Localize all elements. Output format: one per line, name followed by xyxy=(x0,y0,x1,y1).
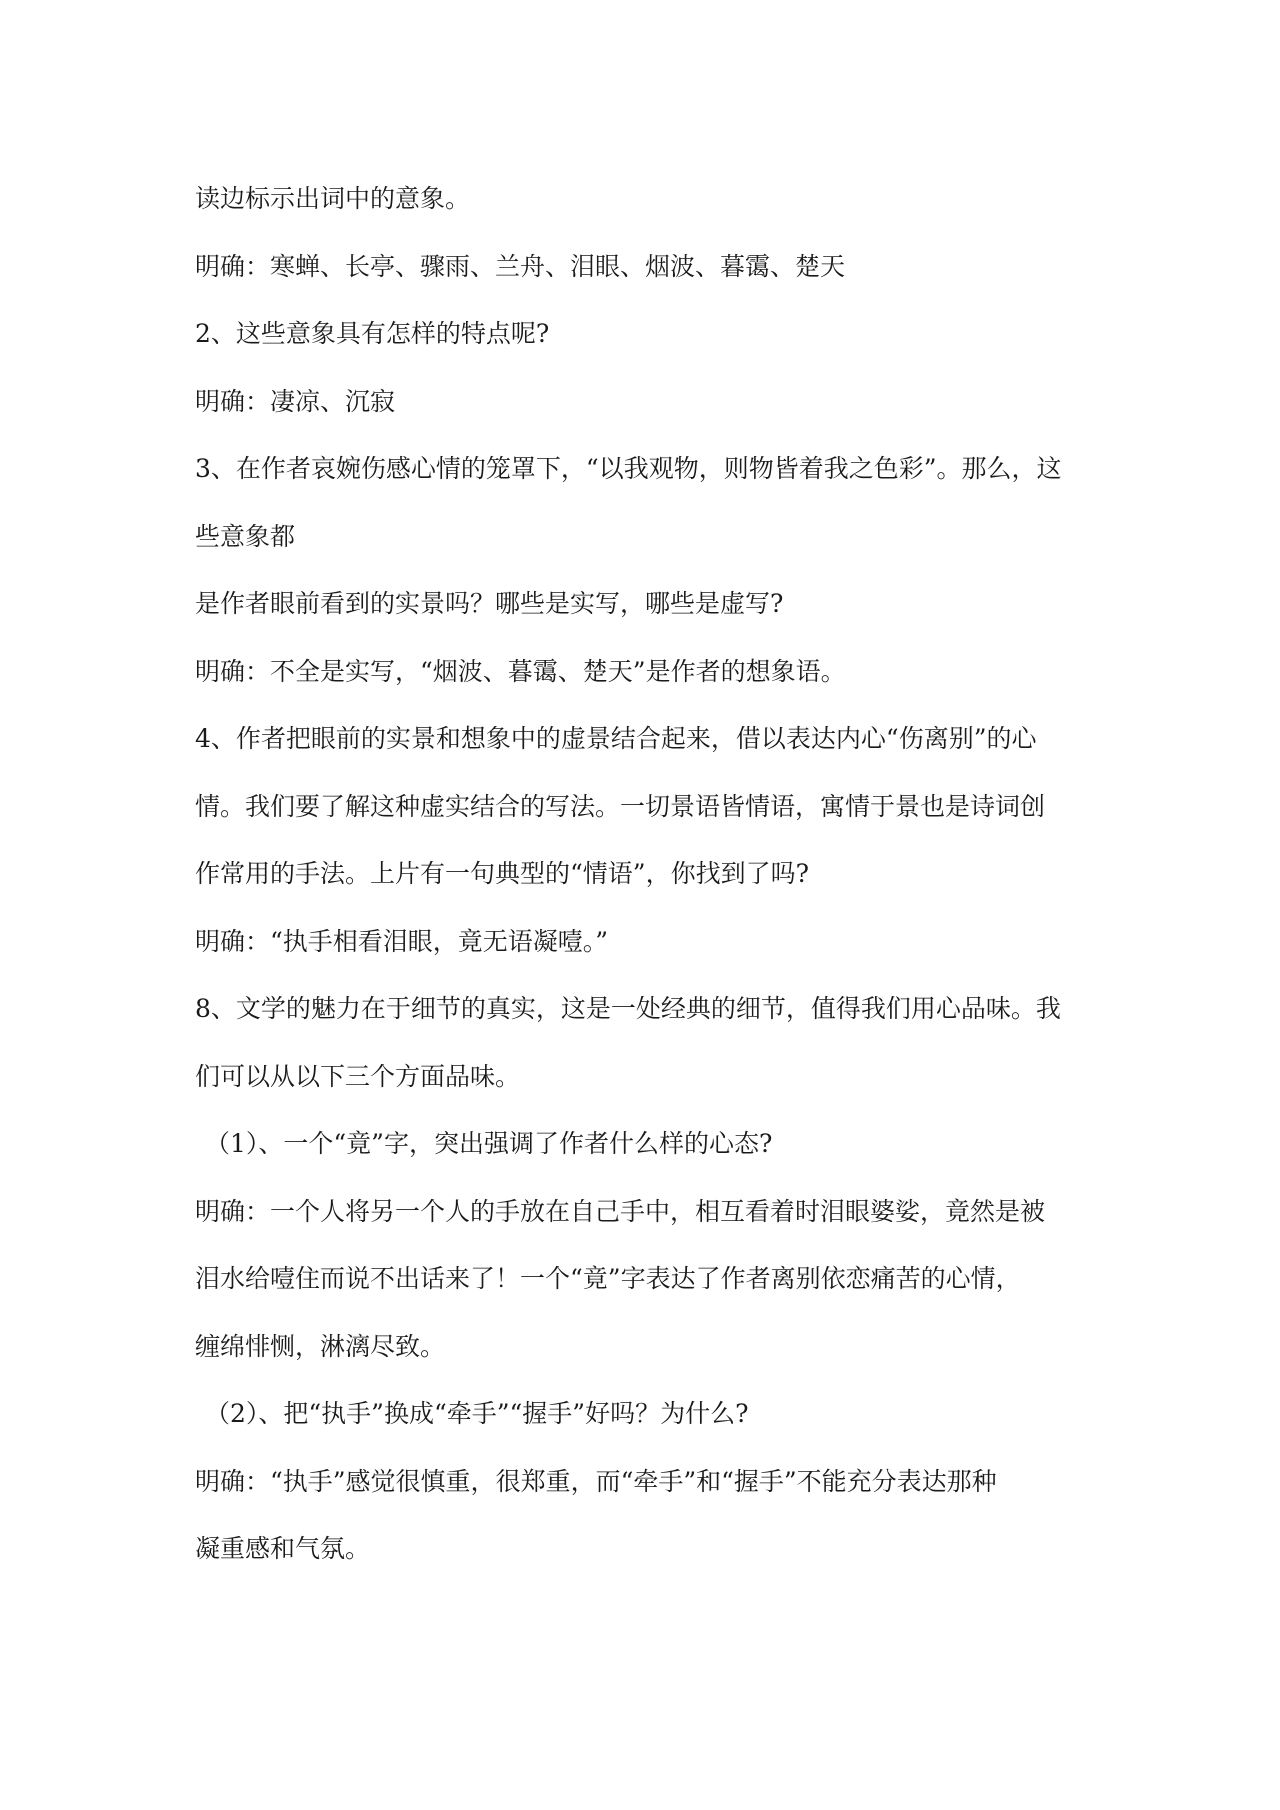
text-line: 泪水给噎住而说不出话来了！一个“竟”字表达了作者离别依恋痛苦的心情， xyxy=(195,1264,1021,1293)
text-line: 明确：寒蝉、长亭、骤雨、兰舟、泪眼、烟波、暮霭、楚天 xyxy=(195,251,846,281)
text-line: 明确：一个人将另一个人的手放在自己手中，相互看着时泪眼婆娑，竟然是被 xyxy=(195,1196,1046,1226)
text-line: （1）、一个“竟”字，突出强调了作者什么样的心态? xyxy=(205,1129,773,1158)
text-line: 们可以从以下三个方面品味。 xyxy=(195,1061,521,1091)
text-line: 2、这些意象具有怎样的特点呢? xyxy=(195,319,550,348)
text-line: （2）、把“执手”换成“牵手”“握手”好吗？为什么? xyxy=(205,1399,749,1428)
text-line: 4、作者把眼前的实景和想象中的虚景结合起来，借以表达内心“伤离别”的心 xyxy=(195,724,1037,753)
text-line: 缠绵悱恻，淋漓尽致。 xyxy=(195,1331,446,1361)
text-line: 明确：不全是实写，“烟波、暮霭、楚天”是作者的想象语。 xyxy=(195,656,846,686)
document-body xyxy=(195,165,1095,1583)
text-line: 作常用的手法。上片有一句典型的“情语”，你找到了吗? xyxy=(195,859,809,888)
text-line: 8、文学的魅力在于细节的真实，这是一处经典的细节，值得我们用心品味。我 xyxy=(195,994,1061,1023)
text-line: 明确：凄凉、沉寂 xyxy=(195,386,396,416)
text-line: 3、在作者哀婉伤感心情的笼罩下，“以我观物，则物皆着我之色彩”。那么，这 xyxy=(195,454,1062,483)
text-line: 些意象都 xyxy=(195,521,296,551)
text-line: 情。我们要了解这种虚实结合的写法。一切景语皆情语，寓情于景也是诗词创 xyxy=(195,791,1046,821)
text-line: 明确：“执手”感觉很慎重，很郑重，而“牵手”和“握手”不能充分表达那种 xyxy=(195,1466,997,1496)
text-line: 读边标示出词中的意象。 xyxy=(195,184,471,213)
text-line: 是作者眼前看到的实景吗？哪些是实写，哪些是虚写? xyxy=(195,589,784,618)
text-line: 凝重感和气氛。 xyxy=(195,1534,371,1563)
text-line: 明确：“执手相看泪眼，竟无语凝噎。” xyxy=(195,926,609,956)
